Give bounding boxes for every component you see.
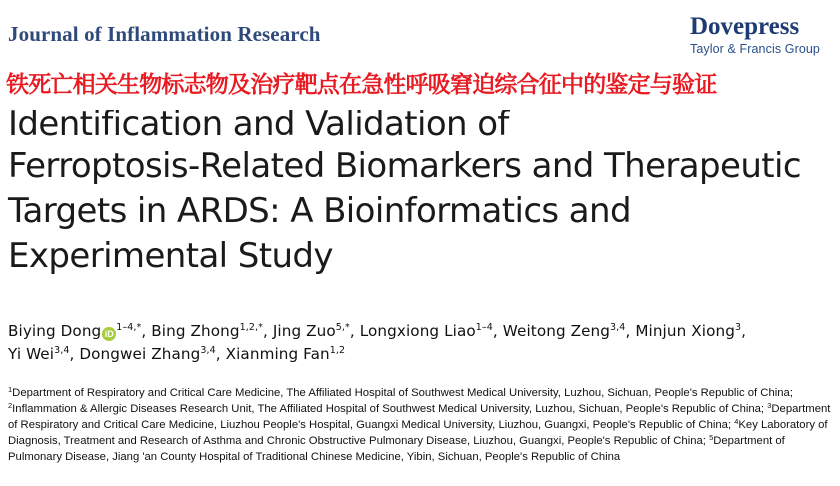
author-affil-sup: 5,* — [335, 322, 350, 333]
affil-text: Department of Respiratory and Critical Care Medicine, Liuzhou People's Hospital, Guangxi Medical University, Liuzhou, Guangxi, People's Republic of China; — [8, 402, 831, 431]
title-line-4: Experimental Study — [8, 236, 333, 276]
author-list: Biying Dong $iD^{1-4,*}$, Bing Zhong$^{1,2,*}$, Jing Zuo$^{5,*}$, Longxiong Liao$^{1-4}$, Weitong Zeng$^{3,4}$, Minjun Xiong$^3$, Yi Wei$^{3,4}$, Dongwei Zhang$^{3,4}$, Xianming Fan$^{1,2}$ — [8, 322, 747, 363]
affil-number: 3 — [767, 400, 772, 410]
title-line-1: Identification and Validation of — [8, 110, 509, 144]
author-name[interactable]: Jing Zuo — [272, 322, 336, 340]
orcid-icon[interactable]: iD — [102, 327, 116, 341]
author-affil-sup: 1–4,* — [116, 322, 142, 333]
affil-number: 5 — [709, 432, 714, 442]
author-name[interactable]: Dongwei Zhang — [79, 345, 201, 363]
author-affil-sup: 3 — [734, 322, 742, 333]
author-affil-sup: 3,4 — [200, 345, 216, 356]
affil-number: 1 — [8, 385, 13, 394]
author-name[interactable]: Yi Wei — [8, 345, 55, 363]
author-affil-sup: 1–4 — [475, 322, 493, 333]
affil-number: 2 — [8, 400, 13, 410]
affil-text: Inflammation & Allergic Diseases Research Unit, The Affiliated Hospital of Southwest Medical University, Luzhou, Sichuan, People's Republic of China; — [12, 402, 765, 415]
author-name[interactable]: Weitong Zeng — [502, 322, 611, 340]
journal-name: Journal of Inflammation Research — [8, 22, 321, 46]
author-affil-sup: 1,2,* — [239, 322, 263, 333]
affil-text: Department of Respiratory and Critical Care Medicine, The Affiliated Hospital of Southwest Medical University, Luzhou, Sichuan, People's Republic of China; — [12, 387, 793, 399]
affiliations — [8, 386, 834, 466]
title-line-2: Ferroptosis-Related Biomarkers and Therapeutic — [8, 146, 801, 186]
title-line-3: Targets in ARDS: A Bioinformatics and — [8, 191, 631, 231]
author-affil-sup: 3,4 — [54, 345, 70, 356]
publisher-logo — [690, 14, 820, 56]
publisher-group: Taylor & Francis Group — [689, 42, 820, 56]
title-line-clipped — [8, 110, 838, 144]
article-title — [8, 110, 838, 279]
author-affil-sup: 1,2 — [329, 345, 346, 356]
chinese-title-banner: 铁死亡相关生物标志物及治疗靶点在急性呼吸窘迫综合征中的鉴定与验证 — [6, 72, 717, 98]
affil-text: Department of Pulmonary Disease, Jiang 'an County Hospital of Traditional Chinese Medicine, Yibin, Sichuan, People's Republic of China — [8, 434, 785, 463]
affil-text: Key Laboratory of Diagnosis, Treatment and Research of Asthma and Chronic Obstructive Pulmonary Disease, Liuzhou, Guangxi, People's Republic of China; — [8, 418, 828, 447]
author-name[interactable]: Minjun Xiong — [635, 322, 735, 340]
author-affil-sup: 3,4 — [610, 322, 626, 333]
author-name[interactable]: Xianming Fan — [225, 345, 330, 363]
author-name[interactable]: Longxiong Liao — [359, 322, 476, 340]
author-name[interactable]: Biying Dong — [8, 322, 102, 340]
publisher-name: Dovepress — [689, 13, 800, 40]
author-name[interactable]: Bing Zhong — [151, 322, 240, 340]
affil-number: 4 — [734, 416, 739, 426]
